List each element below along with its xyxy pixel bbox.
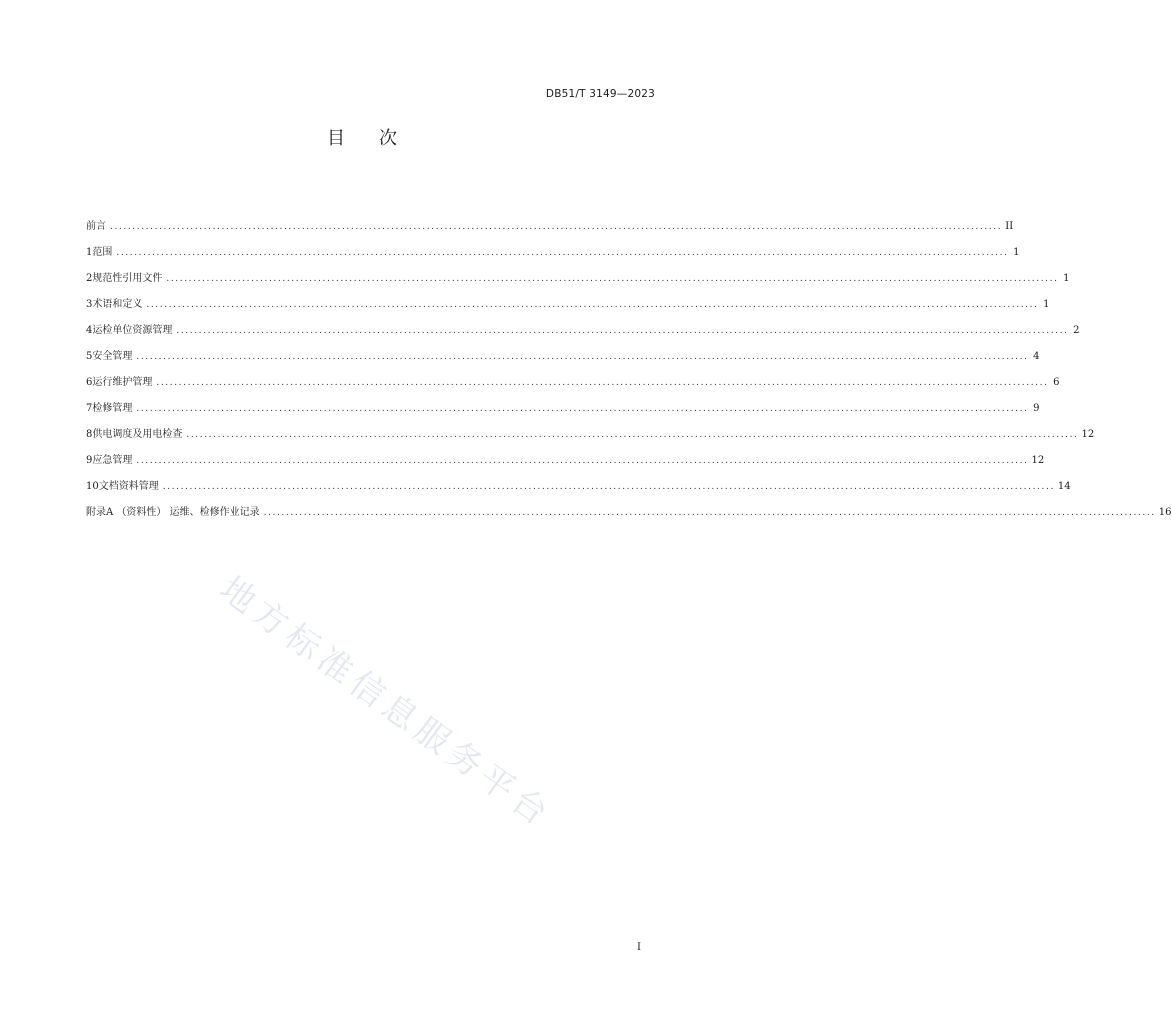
toc-entry-label: 规范性引用文件 [92,273,163,284]
toc-entry[interactable] [86,442,1045,468]
toc-entry[interactable] [86,364,1060,390]
toc-entry-number: 7 [86,403,93,414]
toc-entry-label: 应急管理 [92,455,133,466]
toc-leader-dots: ........................................................................................................................................................................................................ [162,482,1055,492]
toc-entry-number: 10 [86,481,99,492]
toc-leader-dots: ........................................................................................................................................................................................................ [166,274,1059,284]
toc-entry-label: 运行维护管理 [92,377,153,388]
toc-leader-dots: ........................................................................................................................................................................................................ [136,456,1029,466]
toc-entry-page: 12 [1081,429,1095,440]
toc-entry-page: 6 [1053,377,1060,388]
toc-entry-label: 前言 [86,221,106,232]
toc-entry-label: 术语和定义 [92,299,143,310]
toc-entry[interactable] [86,390,1040,416]
toc-leader-dots: ........................................................................................................................................................................................................ [263,508,1156,518]
table-of-contents [86,208,1172,520]
toc-entry-number: 5 [86,351,93,362]
toc-leader-dots: ........................................................................................................................................................................................................ [176,326,1069,336]
toc-entry-label: 范围 [92,247,113,258]
toc-leader-dots: ........................................................................................................................................................................................................ [146,300,1039,310]
toc-entry-number: 2 [86,273,93,284]
toc-leader-dots: ........................................................................................................................................................................................................ [156,378,1049,388]
toc-leader-dots: ........................................................................................................................................................................................................ [136,352,1029,362]
toc-entry[interactable] [86,338,1040,364]
toc-entry[interactable] [86,286,1050,312]
toc-entry-number: 4 [86,325,93,336]
page-number: I [637,942,641,953]
toc-entry-page: 1 [1063,273,1070,284]
title-char-1: 目 [327,128,345,149]
toc-entry-number: 1 [86,247,93,258]
toc-entry-page: 2 [1073,325,1080,336]
watermark: 地方标准信息服务平台 [212,569,560,837]
toc-entry-page: 12 [1031,455,1045,466]
toc-entry[interactable] [86,208,1014,234]
toc-entry-page: 1 [1013,247,1020,258]
toc-entry[interactable] [86,260,1070,286]
toc-entry[interactable] [86,416,1095,442]
toc-entry-number: 6 [86,377,93,388]
toc-leader-dots: ........................................................................................................................................................................................................ [110,222,1003,232]
toc-entry[interactable] [86,468,1071,494]
toc-entry-page: 1 [1043,299,1050,310]
toc-entry-page: II [1005,221,1014,232]
toc-entry-label: 检修管理 [92,403,133,414]
toc-entry-page: 9 [1033,403,1040,414]
toc-entry-page: 4 [1033,351,1040,362]
title-char-2: 次 [379,128,397,149]
toc-entry[interactable] [86,494,1172,520]
document-code: DB51/T 3149—2023 [545,88,655,100]
toc-entry-number: 9 [86,455,93,466]
toc-leader-dots: ........................................................................................................................................................................................................ [136,404,1029,414]
page-title [0,124,724,150]
toc-entry-number: 3 [86,299,93,310]
toc-leader-dots: ........................................................................................................................................................................................................ [186,430,1079,440]
toc-entry-label: 文档资料管理 [98,481,159,492]
toc-entry[interactable] [86,312,1080,338]
toc-entry-page: 16 [1158,507,1172,518]
toc-entry-label: 供电调度及用电检查 [92,429,183,440]
toc-entry-number: 8 [86,429,93,440]
toc-entry-label: 附录A （资料性） 运维、检修作业记录 [86,507,260,518]
toc-leader-dots: ........................................................................................................................................................................................................ [116,248,1009,258]
toc-entry-label: 安全管理 [92,351,133,362]
toc-entry-label: 运检单位资源管理 [92,325,173,336]
toc-entry[interactable] [86,234,1020,260]
toc-entry-page: 14 [1057,481,1071,492]
